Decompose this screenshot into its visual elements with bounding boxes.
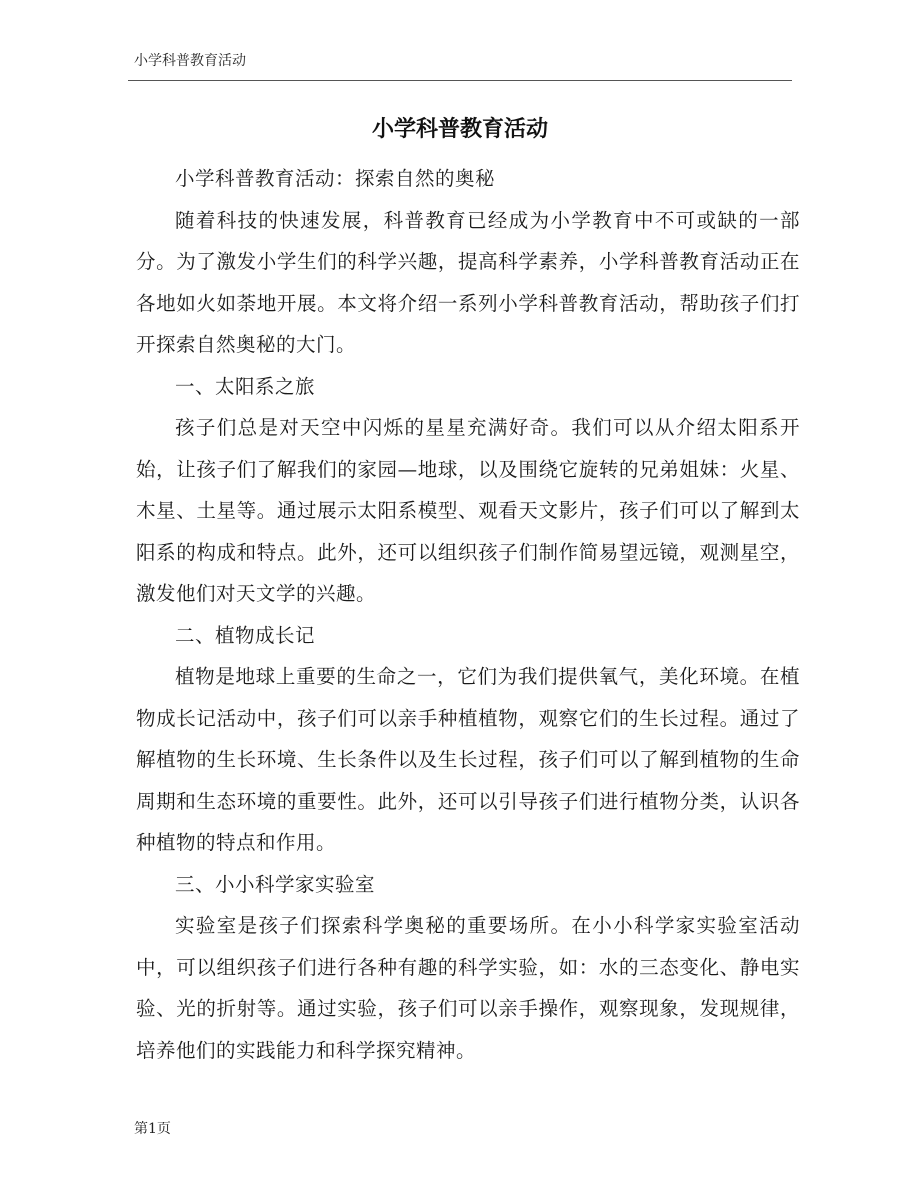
section-heading-solar-system: 一、太阳系之旅 [175, 374, 316, 398]
solar-system-paragraph: 孩子们总是对天空中闪烁的星星充满好奇。我们可以从介绍太阳系开始，让孩子们了解我们的家园—地球，以及围绕它旋转的兄弟姐妹：火星、木星、土星等。通过展示太阳系模型、观看天文影片，孩子们可以了解到太阳系的构成和特点。此外，还可以组织孩子们制作简易望远镜，观测星空，激发他们对天文学的兴趣。 [136, 416, 800, 605]
section-heading-plant-growth: 二、植物成长记 [175, 623, 316, 647]
running-header: 小学科普教育活动 [134, 53, 246, 69]
science-lab-paragraph: 实验室是孩子们探索科学奥秘的重要场所。在小小科学家实验室活动中，可以组织孩子们进行各种有趣的科学实验，如：水的三态变化、静电实验、光的折射等。通过实验，孩子们可以亲手操作，观察现象，发现规律，培养他们的实践能力和科学探究精神。 [136, 914, 800, 1062]
subtitle-paragraph: 小学科普教育活动：探索自然的奥秘 [175, 167, 496, 190]
page-number: 第1页 [134, 1121, 171, 1137]
document-body [136, 158, 800, 1071]
header-divider [128, 80, 792, 81]
plant-growth-paragraph: 植物是地球上重要的生命之一，它们为我们提供氧气，美化环境。在植物成长记活动中，孩子们可以亲手种植植物，观察它们的生长过程。通过了解植物的生长环境、生长条件以及生长过程，孩子们可以了解到植物的生命周期和生态环境的重要性。此外，还可以引导孩子们进行植物分类，认识各种植物的特点和作用。 [136, 665, 800, 854]
intro-paragraph: 随着科技的快速发展，科普教育已经成为小学教育中不可或缺的一部分。为了激发小学生们的科学兴趣，提高科学素养，小学科普教育活动正在各地如火如荼地开展。本文将介绍一系列小学科普教育活动，帮助孩子们打开探索自然奥秘的大门。 [136, 208, 800, 356]
document-title: 小学科普教育活动 [371, 116, 548, 142]
section-heading-science-lab: 三、小小科学家实验室 [175, 872, 376, 896]
